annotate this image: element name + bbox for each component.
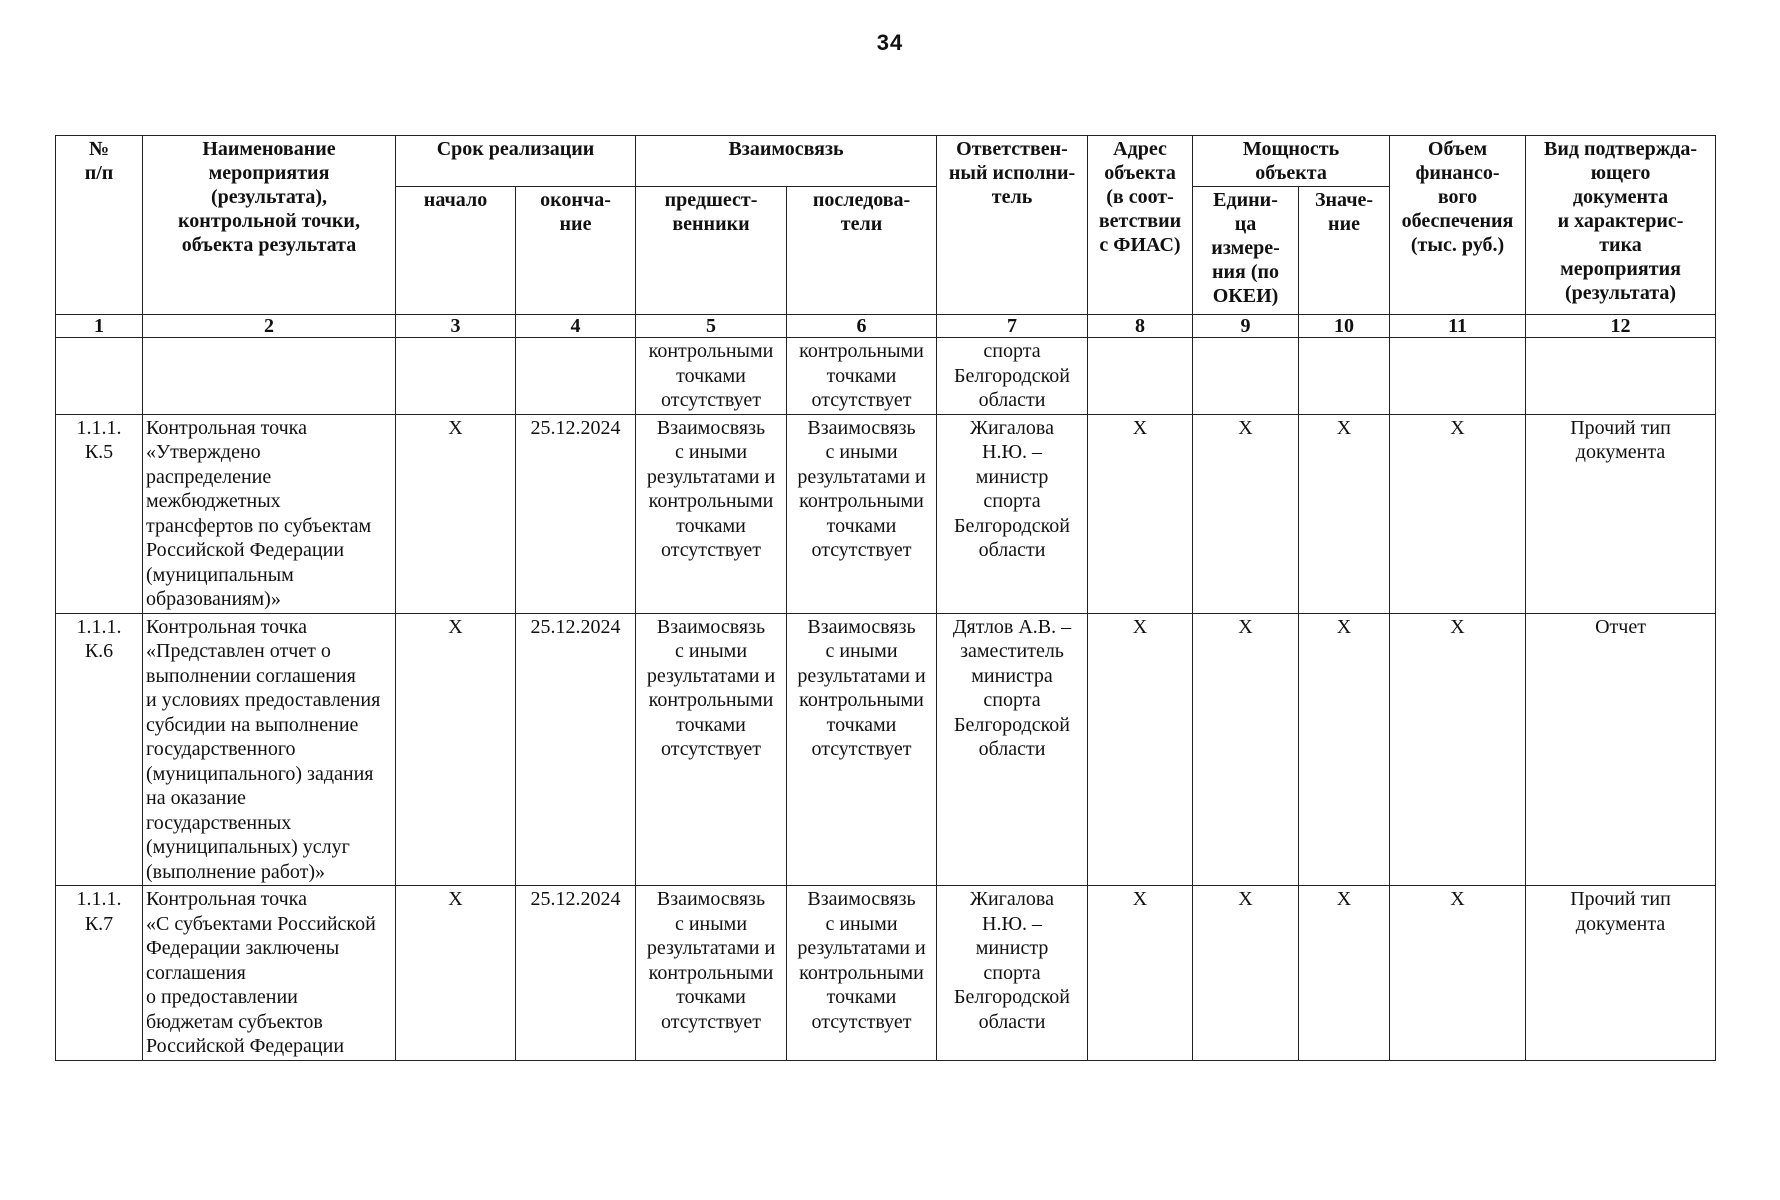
header-period: Срок реализации — [396, 136, 636, 187]
cell-start: X — [396, 886, 516, 1061]
cell-responsible: Дятлов А.В. – заместитель министра спорта Белгородской области — [937, 613, 1088, 886]
column-number-row — [56, 315, 1716, 338]
column-number: 9 — [1193, 315, 1299, 338]
cell-start: X — [396, 613, 516, 886]
cell-successors: Взаимосвязь с иными результатами и контрольными точками отсутствует — [787, 886, 937, 1061]
table-row — [56, 414, 1716, 613]
cell-responsible: Жигалова Н.Ю. – министр спорта Белгородской области — [937, 886, 1088, 1061]
cell-value — [1299, 338, 1390, 415]
cell-address — [1088, 338, 1193, 415]
header-unit: Едини- ца измере- ния (по ОКЕИ) — [1193, 187, 1299, 315]
cell-end: 25.12.2024 — [516, 886, 636, 1061]
table-row — [56, 338, 1716, 415]
cell-start — [396, 338, 516, 415]
plan-table — [55, 135, 1716, 1061]
column-number: 1 — [56, 315, 143, 338]
header-relation: Взаимосвязь — [636, 136, 937, 187]
cell-responsible: Жигалова Н.Ю. – министр спорта Белгородской области — [937, 414, 1088, 613]
cell-end — [516, 338, 636, 415]
cell-name — [143, 338, 396, 415]
cell-doc-type: Прочий тип документа — [1526, 414, 1716, 613]
table-header-row — [56, 136, 1716, 187]
cell-successors: контрольными точками отсутствует — [787, 338, 937, 415]
cell-name: Контрольная точка «С субъектами Российской Федерации заключены соглашения о предоставлении бюджетам субъектов Российской Федерации — [143, 886, 396, 1061]
cell-doc-type: Прочий тип документа — [1526, 886, 1716, 1061]
cell-num: 1.1.1. К.5 — [56, 414, 143, 613]
cell-doc-type: Отчет — [1526, 613, 1716, 886]
header-doc-type: Вид подтвержда- ющего документа и характерис- тика мероприятия (результата) — [1526, 136, 1716, 315]
header-num: № п/п — [56, 136, 143, 315]
cell-successors: Взаимосвязь с иными результатами и контрольными точками отсутствует — [787, 613, 937, 886]
cell-value: X — [1299, 613, 1390, 886]
cell-predecessors: Взаимосвязь с иными результатами и контрольными точками отсутствует — [636, 613, 787, 886]
cell-funding — [1390, 338, 1526, 415]
column-number: 3 — [396, 315, 516, 338]
cell-name: Контрольная точка «Представлен отчет о выполнении соглашения и условиях предоставления субсидии на выполнение государственного (муниципального) задания на оказание государственных (муниципальных) услуг (выполнение работ)» — [143, 613, 396, 886]
header-start: начало — [396, 187, 516, 315]
cell-funding: X — [1390, 613, 1526, 886]
cell-predecessors: контрольными точками отсутствует — [636, 338, 787, 415]
cell-unit: X — [1193, 613, 1299, 886]
column-number: 5 — [636, 315, 787, 338]
page-number: 34 — [876, 30, 904, 55]
column-number: 2 — [143, 315, 396, 338]
header-address: Адрес объекта (в соот- ветствии с ФИАС) — [1088, 136, 1193, 315]
column-number: 7 — [937, 315, 1088, 338]
header-capacity: Мощность объекта — [1193, 136, 1390, 187]
cell-predecessors: Взаимосвязь с иными результатами и контрольными точками отсутствует — [636, 886, 787, 1061]
cell-funding: X — [1390, 886, 1526, 1061]
cell-unit — [1193, 338, 1299, 415]
header-name: Наименование мероприятия (результата), контрольной точки, объекта результата — [143, 136, 396, 315]
cell-value: X — [1299, 414, 1390, 613]
header-value: Значе- ние — [1299, 187, 1390, 315]
cell-address: X — [1088, 886, 1193, 1061]
cell-predecessors: Взаимосвязь с иными результатами и контрольными точками отсутствует — [636, 414, 787, 613]
header-successors: последова- тели — [787, 187, 937, 315]
cell-name: Контрольная точка «Утверждено распределение межбюджетных трансфертов по субъектам Российской Федерации (муниципальным образованиям)» — [143, 414, 396, 613]
column-number: 4 — [516, 315, 636, 338]
cell-end: 25.12.2024 — [516, 414, 636, 613]
cell-address: X — [1088, 414, 1193, 613]
header-responsible: Ответствен- ный исполни- тель — [937, 136, 1088, 315]
column-number: 12 — [1526, 315, 1716, 338]
table-row — [56, 613, 1716, 886]
cell-num: 1.1.1. К.7 — [56, 886, 143, 1061]
column-number: 11 — [1390, 315, 1526, 338]
column-number: 10 — [1299, 315, 1390, 338]
column-number: 8 — [1088, 315, 1193, 338]
header-funding: Объем финансо- вого обеспечения (тыс. руб.) — [1390, 136, 1526, 315]
cell-unit: X — [1193, 414, 1299, 613]
cell-doc-type — [1526, 338, 1716, 415]
cell-num: 1.1.1. К.6 — [56, 613, 143, 886]
column-number: 6 — [787, 315, 937, 338]
cell-num — [56, 338, 143, 415]
cell-successors: Взаимосвязь с иными результатами и контрольными точками отсутствует — [787, 414, 937, 613]
cell-unit: X — [1193, 886, 1299, 1061]
cell-responsible: спорта Белгородской области — [937, 338, 1088, 415]
cell-address: X — [1088, 613, 1193, 886]
cell-value: X — [1299, 886, 1390, 1061]
header-predecessors: предшест- венники — [636, 187, 787, 315]
header-end: оконча- ние — [516, 187, 636, 315]
table-row — [56, 886, 1716, 1061]
cell-start: X — [396, 414, 516, 613]
cell-end: 25.12.2024 — [516, 613, 636, 886]
cell-funding: X — [1390, 414, 1526, 613]
